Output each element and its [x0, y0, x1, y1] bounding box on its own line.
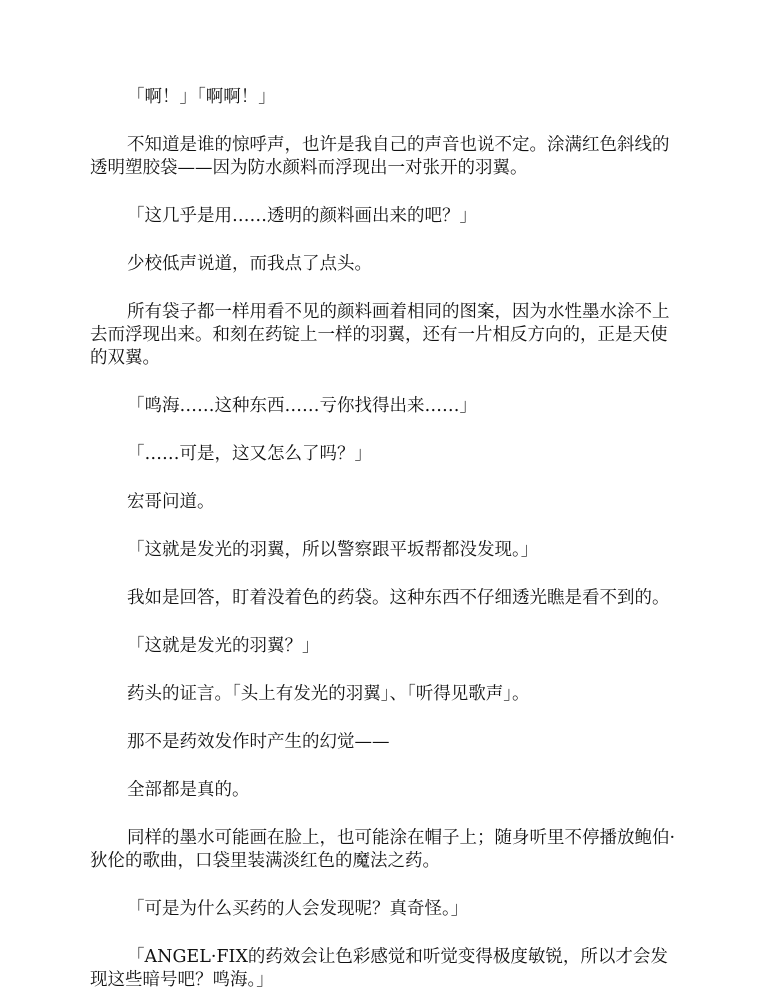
paragraph-3: 「这几乎是用……透明的颜料画出来的吧？」 [127, 206, 477, 226]
paragraph-7: 「……可是，这又怎么了吗？」 [127, 444, 372, 464]
paragraph-1: 「啊！」「啊啊！」 [127, 87, 276, 107]
paragraph-13: 那不是药效发作时产生的幻觉—— [127, 732, 390, 752]
paragraph-14: 全部都是真的。 [127, 780, 250, 800]
paragraph-16: 「可是为什么买药的人会发现呢？真奇怪。」 [127, 899, 469, 919]
paragraph-10: 我如是回答，盯着没着色的药袋。这种东西不仔细透光瞧是看不到的。 [127, 588, 670, 608]
document-page [90, 86, 680, 992]
paragraph-2: 不知道是谁的惊呼声，也许是我自己的声音也说不定。涂满红色斜线的透明塑胶袋——因为防水颜料而浮现出一对张开的羽翼。 [90, 135, 670, 178]
paragraph-17: 「ANGEL·FIX的药效会让色彩感觉和听觉变得极度敏锐，所以才会发现这些暗号吧？鸣海。」 [90, 947, 668, 990]
paragraph-9: 「这就是发光的羽翼，所以警察跟平坂帮都没发现。」 [127, 540, 539, 560]
paragraph-6: 「鸣海……这种东西……亏你找得出来……」 [127, 396, 477, 416]
paragraph-5: 所有袋子都一样用看不见的颜料画着相同的图案，因为水性墨水涂不上去而浮现出来。和刻在药锭上一样的羽翼，还有一片相反方向的，正是天使的双翼。 [90, 302, 670, 368]
paragraph-4: 少校低声说道，而我点了点头。 [127, 254, 372, 274]
paragraph-11: 「这就是发光的羽翼？」 [127, 636, 320, 656]
paragraph-15: 同样的墨水可能画在脸上，也可能涂在帽子上；随身听里不停播放鲍伯·狄伦的歌曲，口袋里装满淡红色的魔法之药。 [90, 828, 676, 871]
paragraph-12: 药头的证言。「头上有发光的羽翼」、「听得见歌声」。 [127, 684, 530, 704]
paragraph-8: 宏哥问道。 [127, 492, 215, 512]
